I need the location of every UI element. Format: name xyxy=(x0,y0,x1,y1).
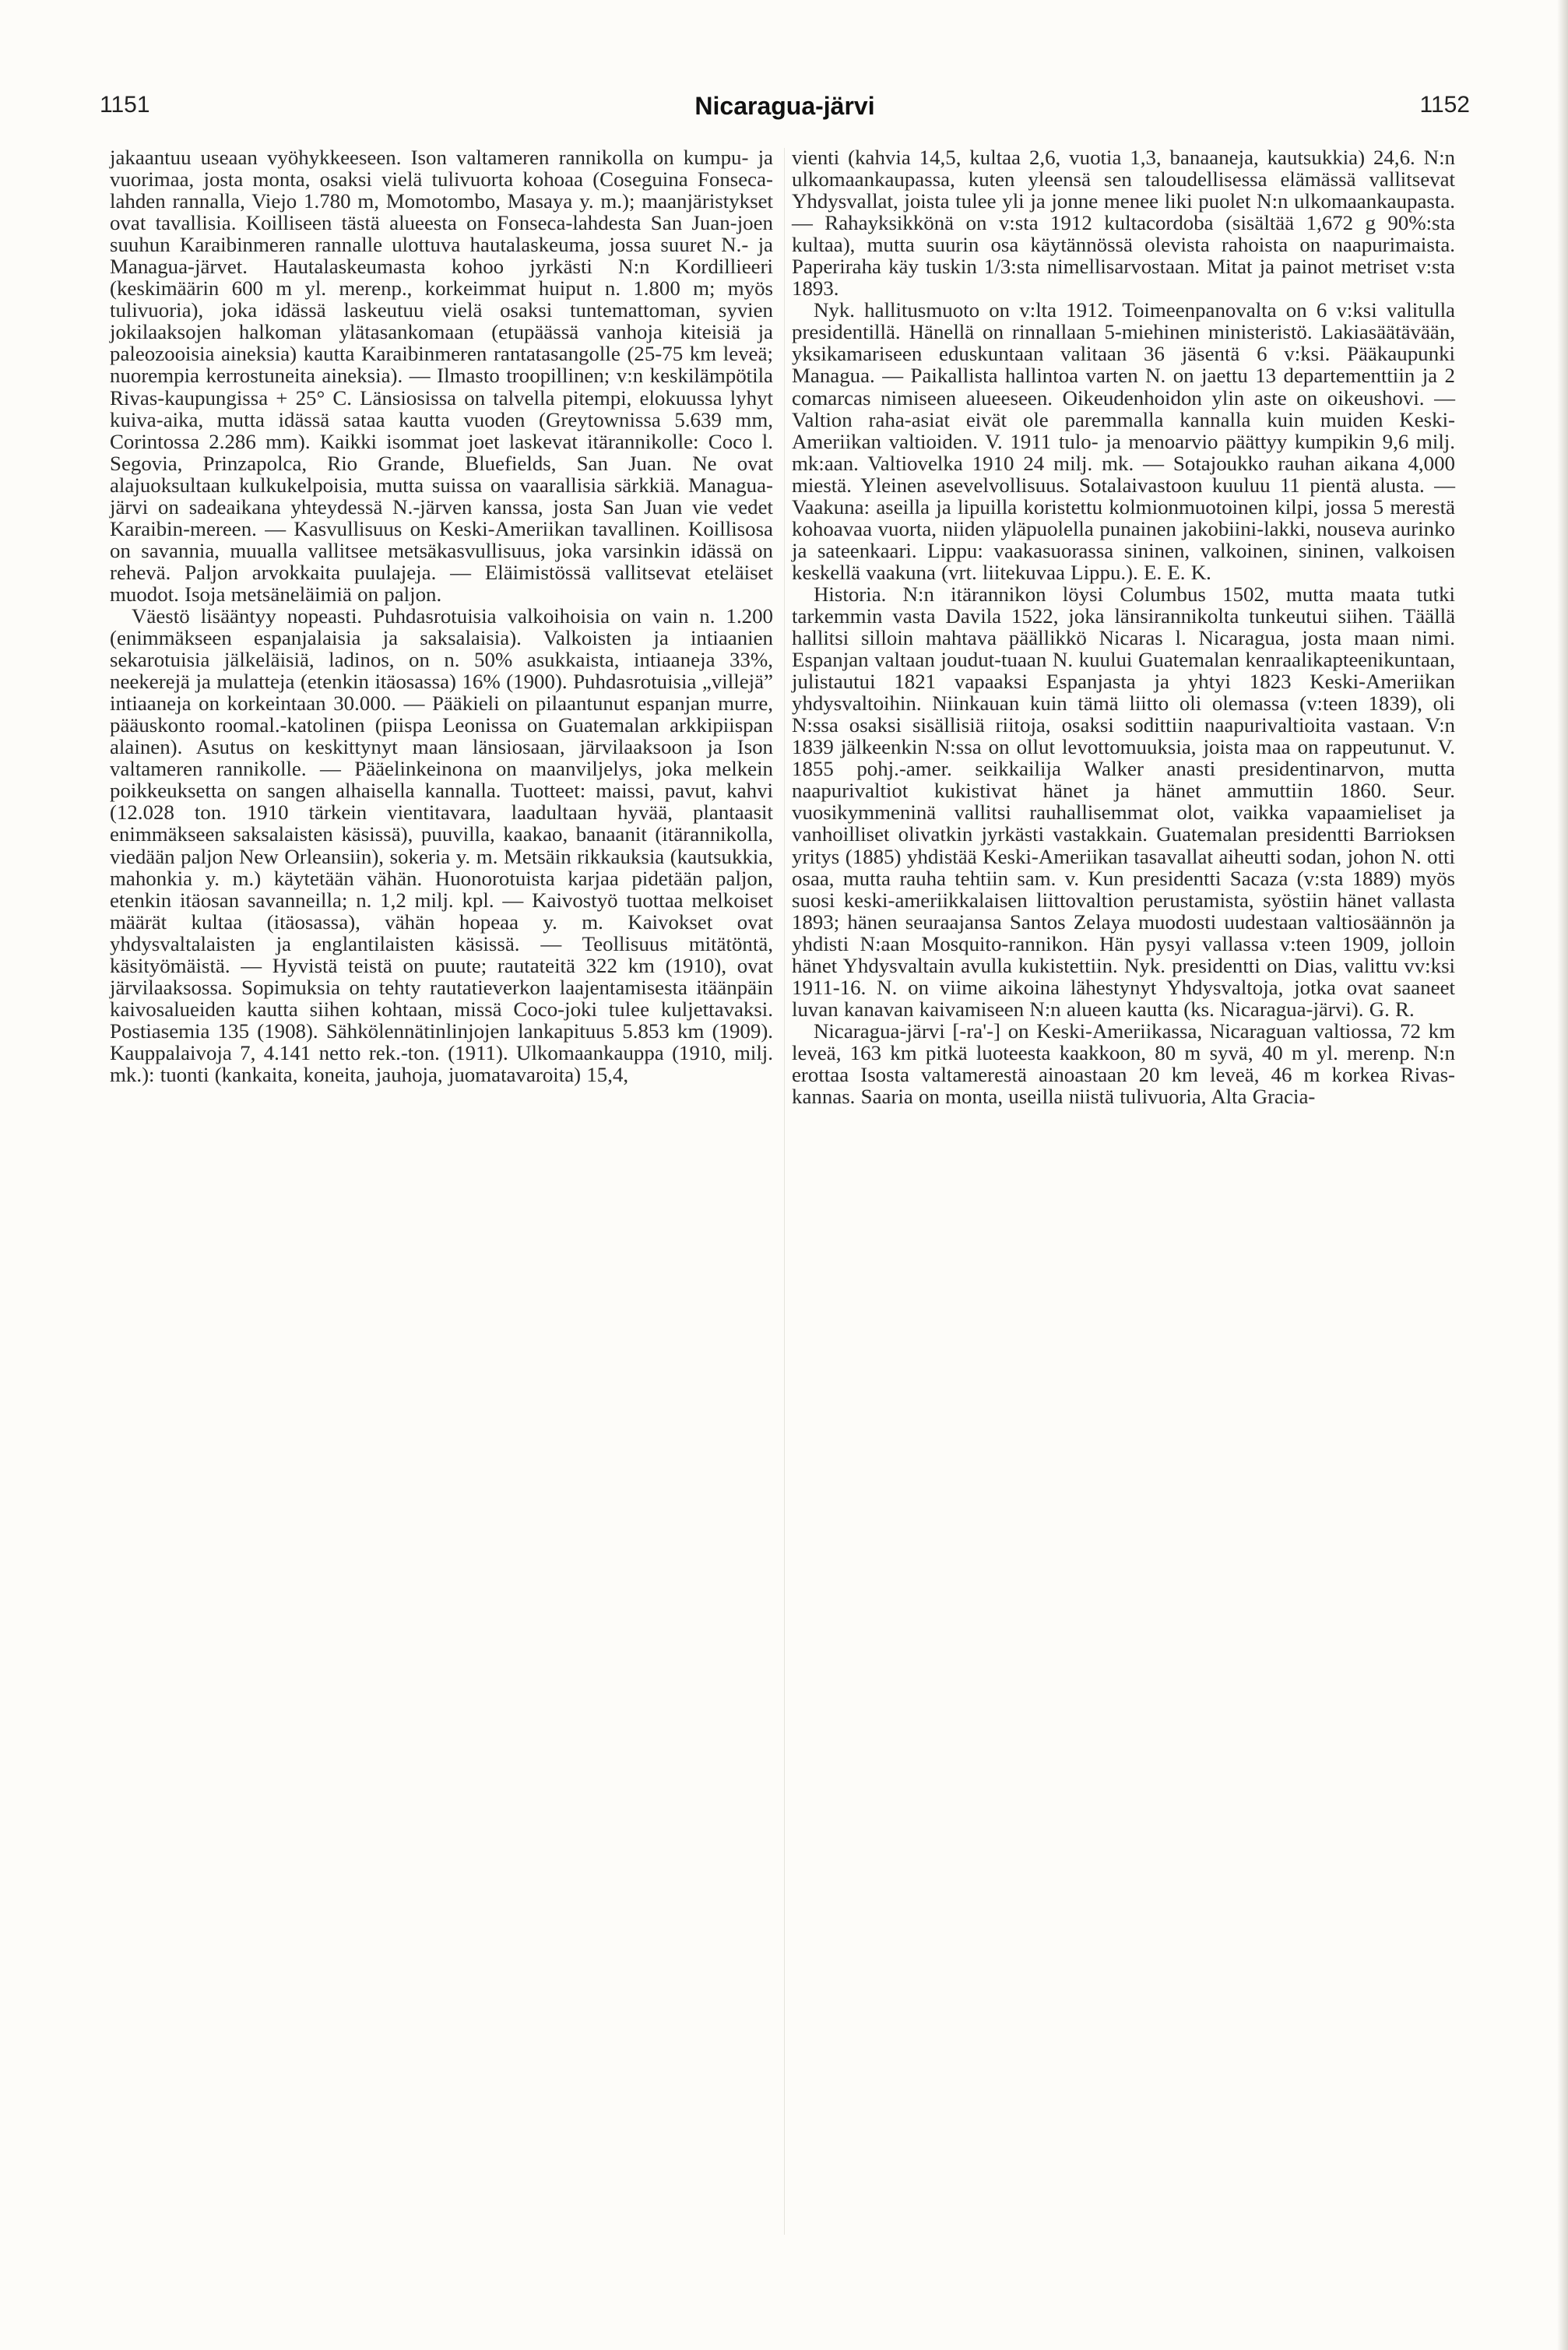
paragraph-trade-currency: vienti (kahvia 14,5, kultaa 2,6, vuotia 1,3, banaaneja, kautsukkia) 24,6. N:n ulkomaankaupassa, kuten yleensä sen taloudellisessa elämässä vallitsevat Yhdysvallat, joista tulee yli ja jonne menee liki puolet N:n ulkomaankaupasta. — Rahayksikkönä on v:sta 1912 kultacordoba (sisältää 1,672 g 90%:sta kultaa), mutta suurin osa käytännössä olevista rahoista on naapurimaista. Paperiraha käy tuskin 1/3:sta nimellisarvostaan. Mitat ja painot metriset v:sta 1893. xyxy=(792,146,1455,301)
scan-page-edge xyxy=(1557,0,1568,2350)
right-column xyxy=(792,146,1455,1107)
page-number-left: 1151 xyxy=(100,92,150,118)
left-column xyxy=(110,146,773,1085)
paragraph-history: Historia. N:n itärannikon löysi Columbus 1502, mutta maata tutki tarkemmin vasta Davila 1522, joka länsirannikolta tunkeutui siihen. Täällä hallitsi silloin mahtava päällikkö Nicaras l. Nicaragua, josta maan nimi. Espanjan valtaan joudut-tuaan N. kuului Guatemalan kenraalikapteenikuntaan, julistautui 1821 vapaaksi Espanjasta ja yhtyi 1823 Keski-Ameriikan yhdysvaltoihin. Niinkauan kuin tämä liitto oli olemassa (v:teen 1839), oli N:ssa osaksi sisällisiä riitoja, osaksi sodittiin naapurivaltioita vastaan. V:n 1839 jälkeenkin N:ssa on ollut levottomuuksia, joista maa on rappeutunut. V. 1855 pohj.-amer. seikkailija Walker anasti presidentinarvon, mutta naapurivaltiot kukistivat hänet ja hänet ammuttiin 1860. Seur. vuosikymmeninä vallitsi rauhallisemmat olot, vaikka vapaamieliset ja vanhoilliset olivatkin jyrkästi vastakkain. Guatemalan presidentti Barrioksen yritys (1885) yhdistää Keski-Ameriikan tasavallat aiheutti sodan, johon N. otti osaa, mutta rauha tehtiin sam. v. Kun presidentti Sacaza (v:sta 1889) myös suosi keski-ameriikkalaisen liittovaltion perustamista, syöstiin hänet vallasta 1893; hänen seuraajansa Santos Zelaya muodosti uudestaan valtiosäännön ja yhdisti N:aan Mosquito-rannikon. Hän pysyi vallassa v:teen 1909, jolloin hänet Yhdysvaltain avulla kukistettiin. Nyk. presidentti on Dias, valittu vv:ksi 1911-16. N. on viime aikoina lähestynyt Yhdysvaltoja, jotka ovat saaneet luvan kanavan kaivamiseen N:n alueen kautta (ks. Nicaragua-järvi). G. R. xyxy=(792,582,1455,1021)
page-header xyxy=(100,92,1470,131)
column-divider xyxy=(784,148,785,2235)
running-title: Nicaragua-järvi xyxy=(694,92,875,120)
paragraph-government: Nyk. hallitusmuoto on v:lta 1912. Toimeenpanovalta on 6 v:ksi valitulla presidentillä. Hänellä on rinnallaan 5-miehinen ministeristö. Lakiasäätävään, yksikamariseen eduskuntaan valitaan 36 jäsentä 6 v:ksi. Pääkaupunki Managua. — Paikallista hallintoa varten N. on jaettu 13 departementtiin ja 2 comarcas nimiseen alueeseen. Oikeudenhoidon ylin aste on oikeushovi. — Valtion raha-asiat eivät ole paremmalla kannalla kuin muiden Keski-Ameriikan valtioiden. V. 1911 tulo- ja menoarvio päättyy kumpikin 9,6 milj. mk:aan. Valtiovelka 1910 24 milj. mk. — Sotajoukko rauhan aikana 4,000 miestä. Yleinen asevelvollisuus. Sotalaivastoon kuuluu 11 pientä alusta. — Vaakuna: aseilla ja lipuilla koristettu kolmionmuotoinen kilpi, jossa 5 merestä kohoavaa vuorta, niiden yläpuolella punainen jakobiini-lakki, nouseva aurinko ja sateenkaari. Lippu: vaakasuorassa sininen, valkoinen, sininen, valkoisen keskellä vaakuna (vrt. liitekuvaa Lippu.). E. E. K. xyxy=(792,298,1455,584)
paragraph-population-economy: Väestö lisääntyy nopeasti. Puhdasrotuisia valkoihoisia on vain n. 1.200 (enimmäkseen espanjalaisia ja saksalaisia). Valkoisten ja intiaanien sekarotuisia jälkeläisiä, ladinos, on n. 50% asukkaista, intiaaneja 33%, neekerejä ja mulatteja (etenkin itäosassa) 16% (1900). Puhdasrotuisia „villejä” intiaaneja on korkeintaan 30.000. — Pääkieli on pilaantunut espanjan murre, pääuskonto roomal.-katolinen (piispa Leonissa on Guatemalan arkkipiispan alainen). Asutus on keskittynyt maan länsiosaan, järvilaaksoon ja Ison valtameren rannikolle. — Pääelinkeinona on maanviljelys, joka melkein poikkeuksetta on sangen alhaisella kannalla. Tuotteet: maissi, pavut, kahvi (12.028 ton. 1910 tärkein vientitavara, laadultaan hyvää, plantaasit enimmäkseen saksalaisten käsissä), puuvilla, kaakao, banaanit (itärannikolla, viedään paljon New Orleansiin), sokeria y. m. Metsäin rikkauksia (kautsukkia, mahonkia y. m.) käytetään vähän. Huonorotuista karjaa pidetään paljon, etenkin itäosan savanneilla; n. 1,2 milj. kpl. — Kaivostyö tuottaa melkoiset määrät kultaa (itäosassa), vähän hopeaa y. m. Kaivokset ovat yhdysvaltalaisten ja englantilaisten käsissä. — Teollisuus mitätöntä, käsityömäistä. — Hyvistä teistä on puute; rautateitä 322 km (1910), ovat järvilaaksossa. Sopimuksia on tehty rautatieverkon laajentamisesta itäänpäin kaivosalueiden kautta siihen kohtaan, missä Coco-joki tulee kuljettavaksi. Postiasemia 135 (1908). Sähkölennätinlinjojen lankapituus 5.853 km (1909). Kauppalaivoja 7, 4.141 netto rek.-ton. (1911). Ulkomaankauppa (1910, milj. mk.): tuonti (kankaita, koneita, jauhoja, juomatavaroita) 15,4, xyxy=(110,603,773,1086)
paragraph-lake-entry: Nicaragua-järvi [-ra'-] on Keski-Ameriikassa, Nicaraguan valtiossa, 72 km leveä, 163 km pitkä luoteesta kaakkoon, 80 m syvä, 40 m yl. merenp. N:n erottaa Isosta valtamerestä ainoastaan 20 km leveä, 46 m korkea Rivas-kannas. Saaria on monta, useilla niistä tulivuoria, Alta Gracia- xyxy=(792,1018,1455,1109)
page-number-right: 1152 xyxy=(1419,92,1470,118)
paragraph-geography: jakaantuu useaan vyöhykkeeseen. Ison valtameren rannikolla on kumpu- ja vuorimaa, josta monta, osaksi vielä tulivuorta kohoaa (Coseguina Fonseca-lahden rannalla, Viejo 1.780 m, Momotombo, Masaya y. m.); maanjäristykset ovat tavallisia. Koilliseen tästä alueesta on Fonseca-lahdesta San Juan-joen suuhun Karaibinmeren rannalle ulottuva hautalaskeuma, jossa suuret N.- ja Managua-järvet. Hautalaskeumasta kohoo jyrkästi N:n Kordillieeri (keskimäärin 600 m yl. merenp., korkeimmat huiput n. 1.800 m; myös tulivuoria), joka idässä laskeutuu vielä osaksi tuntemattoman, syvien jokilaaksojen halkoman ylätasankomaan (etupäässä vanhoja kiteisiä ja paleozooisia aineksia) kautta Karaibinmeren rantatasangolle (25-75 km leveä; nuorempia kerrostuneita aineksia). — Ilmasto troopillinen; v:n keskilämpötila Rivas-kaupungissa + 25° C. Länsiosissa on talvella pitempi, elokuussa lyhyt kuiva-aika, mutta idässä sataa kautta vuoden (Greytownissa 5.639 mm, Corintossa 2.286 mm). Kaikki isommat joet laskevat itärannikolle: Coco l. Segovia, Prinzapolca, Rio Grande, Bluefields, San Juan. Ne ovat alajuoksultaan kulkukelpoisia, mutta suissa on vaarallisia särkkiä. Managua-järvi on sadeaikana yhteydessä N.-järven kanssa, josta San Juan vie vedet Karaibin-mereen. — Kasvullisuus on Keski-Ameriikan tavallinen. Koillisosa on savannia, muualla vallitsee metsäkasvullisuus, joka varsinkin idässä on rehevä. Paljon arvokkaita puulajeja. — Eläimistössä vallitsevat eteläiset muodot. Isoja metsäneläimiä on paljon. xyxy=(110,146,773,606)
